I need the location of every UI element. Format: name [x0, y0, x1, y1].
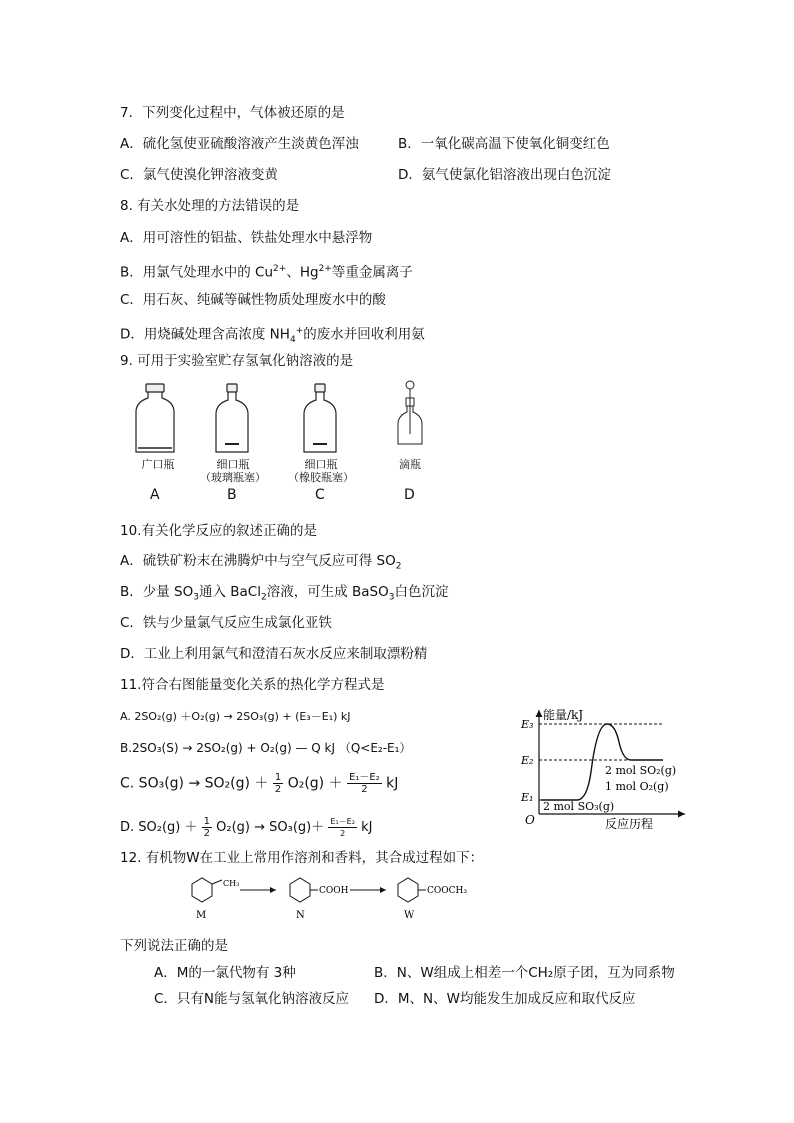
label-e1: E₁ — [521, 791, 534, 804]
q10-option-d: D．工业上利用氯气和澄清石灰水反应来制取漂粉精 — [120, 646, 428, 662]
q10-a-pre: A．硫铁矿粉末在沸腾炉中与空气反应可得 SO — [120, 553, 396, 569]
charge: 2+ — [318, 264, 332, 274]
caption-a: 广口瓶 — [141, 458, 175, 471]
q10-b-mid: 通入 BaCl — [198, 584, 261, 600]
caption-d: 滴瓶 — [399, 458, 421, 471]
q12-stem: 12. 有机物W在工业上常用作溶剂和香料，其合成过程如下： — [120, 850, 484, 866]
q8-b-pre: B．用氯气处理水中的 Cu — [120, 264, 274, 281]
q11-option-c — [120, 772, 398, 795]
q12-option-d: D．M、N、W均能发生加成反应和取代反应 — [374, 991, 636, 1007]
caption-b-2: （玻璃瓶塞） — [200, 471, 266, 484]
q7-option-d: D．氨气使氯化铝溶液出现白色沉淀 — [398, 167, 611, 183]
q11-c-mid: O₂(g) ＋ — [287, 775, 343, 792]
frac-num: E₁－E₂ — [330, 817, 355, 826]
q10-b-sub2: 2 — [261, 592, 267, 603]
wide-mouth-bottle-icon — [136, 384, 174, 452]
q10-b-sub3: 3 — [388, 592, 395, 603]
q7-option-c: C．氯气使溴化钾溶液变黄 — [120, 167, 278, 183]
q7-option-b: B．一氧化碳高温下使氧化铜变红色 — [398, 136, 610, 152]
dropper-bottle-icon — [398, 381, 422, 444]
charge: 2+ — [273, 264, 287, 274]
q12-option-a: A．M的一氯代物有 3种 — [154, 965, 296, 981]
reactant-label: 2 mol SO₃(g) — [543, 800, 615, 813]
benzene-ring-icon — [290, 878, 310, 902]
benzene-ring-icon — [398, 878, 418, 902]
caption-c — [286, 458, 356, 484]
q8-d-sup: + — [295, 326, 304, 336]
q10-option-b — [120, 583, 449, 607]
letter-c: C — [315, 487, 325, 503]
q12-option-c: C．只有N能与氢氧化钠溶液反应 — [154, 991, 350, 1007]
label-w: W — [404, 910, 415, 921]
synthesis-scheme — [180, 876, 480, 926]
q10-b-post: 白色沉淀 — [394, 584, 449, 600]
bottles-figure — [120, 378, 450, 458]
q11-option-d — [120, 816, 372, 839]
q7-option-a: A．硫化氢使亚硫酸溶液产生淡黄色浑浊 — [120, 136, 359, 152]
n-substituent: COOH — [319, 886, 349, 896]
energy-diagram — [515, 702, 695, 838]
q8-b-mid: 、Hg — [286, 264, 319, 281]
y-axis-label: 能量/kJ — [543, 708, 584, 722]
q8-option-c: C．用石灰、纯碱等碱性物质处理废水中的酸 — [120, 292, 386, 308]
product-label-1: 2 mol SO₂(g) — [605, 764, 677, 777]
label-e2: E₂ — [521, 754, 534, 767]
q11-stem: 11.符合右图能量变化关系的热化学方程式是 — [120, 677, 385, 693]
frac-den: 2 — [203, 828, 211, 839]
q7-stem: 7．下列变化过程中，气体被还原的是 — [120, 105, 345, 121]
fraction-energy — [328, 816, 357, 839]
q11-d-pre: D. SO₂(g) ＋ — [120, 820, 198, 835]
q8-d-post: 的废水并回收利用氨 — [303, 326, 425, 343]
benzene-ring-icon — [192, 878, 212, 902]
q8-d-pre: D．用烧碱处理含高浓度 NH — [120, 326, 290, 343]
fraction-half — [273, 772, 283, 795]
label-n: N — [296, 910, 305, 921]
product-label-2: 1 mol O₂(g) — [605, 780, 669, 793]
fraction-energy — [347, 772, 382, 795]
narrow-mouth-bottle-glass-icon — [216, 384, 248, 452]
q11-option-b: B.2SO₃(S) → 2SO₂(g) + O₂(g) — Q kJ （Q<E₂-E₁） — [120, 741, 412, 755]
frac-den: 2 — [274, 784, 282, 795]
narrow-mouth-bottle-rubber-icon — [304, 384, 336, 452]
q10-a-sub: 2 — [395, 561, 402, 572]
frac-den: 2 — [361, 784, 368, 795]
frac-num: 1 — [274, 772, 282, 783]
m-substituent: CH₃ — [223, 879, 240, 888]
q12-option-b: B．N、W组成上相差一个CH₂原子团，互为同系物 — [374, 965, 675, 981]
q10-b-sub1: 3 — [193, 592, 199, 603]
q11-d-post: kJ — [361, 820, 373, 835]
caption-b-1: 细口瓶 — [216, 458, 250, 471]
q10-b-mid2: 溶液，可生成 BaSO — [266, 584, 389, 600]
caption-b — [198, 458, 268, 484]
frac-den: 2 — [340, 829, 346, 838]
q10-option-c: C．铁与少量氯气反应生成氯化亚铁 — [120, 615, 332, 631]
q8-option-a: A．用可溶性的铝盐、铁盐处理水中悬浮物 — [120, 230, 373, 246]
q11-d-mid: O₂(g) → SO₃(g)＋ — [216, 820, 325, 835]
q8-option-d — [120, 322, 425, 349]
w-substituent: COOCH₃ — [427, 886, 467, 896]
q8-stem: 8. 有关水处理的方法错误的是 — [120, 198, 300, 214]
frac-num: 1 — [203, 816, 211, 827]
caption-c-1: 细口瓶 — [304, 458, 338, 471]
label-m: M — [196, 910, 207, 921]
origin-label: O — [525, 813, 535, 827]
q10-option-a — [120, 552, 401, 576]
q11-option-a: A. 2SO₂(g) ＋O₂(g) → 2SO₃(g) + (E₃－E₁) kJ — [120, 710, 351, 723]
x-axis-label: 反应历程 — [605, 817, 654, 831]
letter-d: D — [404, 487, 415, 503]
q8-d-sub: 4 — [289, 335, 296, 346]
q10-b-pre: B．少量 SO — [120, 584, 194, 600]
fraction-half — [202, 816, 212, 839]
q11-c-post: kJ — [386, 775, 399, 792]
q10-stem: 10.有关化学反应的叙述正确的是 — [120, 523, 317, 539]
label-e3: E₃ — [521, 718, 534, 731]
q11-c-pre: C. SO₃(g) → SO₂(g) ＋ — [120, 775, 269, 792]
q9-stem: 9. 可用于实验室贮存氢氧化钠溶液的是 — [120, 353, 354, 369]
q12-after: 下列说法正确的是 — [120, 938, 228, 954]
letter-b: B — [227, 487, 237, 503]
letter-a: A — [150, 487, 160, 503]
caption-c-2: （橡胶瓶塞） — [288, 471, 354, 484]
q8-option-b — [120, 260, 413, 282]
frac-num: E₁－E₂ — [349, 772, 380, 783]
q8-b-post: 等重金属离子 — [331, 264, 413, 281]
